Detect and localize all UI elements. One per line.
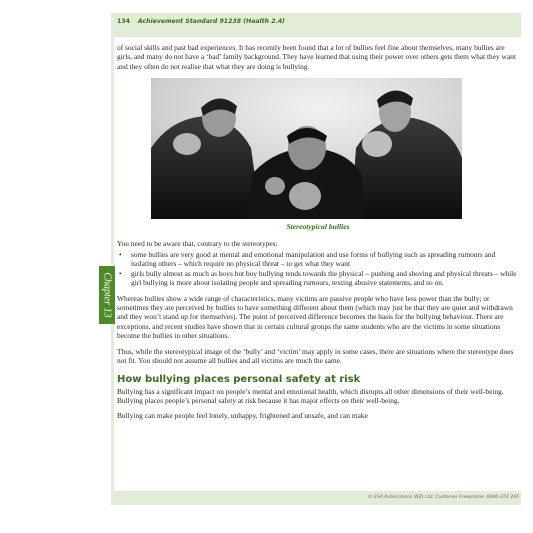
list-item [117, 250, 519, 269]
footer-copyright: © ESA Publications (NZ) Ltd, Customer Freephone: 0800-372 266 [367, 495, 519, 500]
list-item-text: girls bully almost as much as boys but boy bullying tends towards the physical – pushing and shoving and physical threats – while girl bullying is more about isolating people and spreading rumours, texting abusive statements, and so on. [131, 268, 517, 288]
page-body [117, 43, 519, 421]
section-heading: How bullying places personal safety at risk [117, 373, 361, 385]
list-item-text: some bullies are very good at mental and emotional manipulation and use forms of bullying such as spreading rumours and isolating others – which require no physical threat – to get what they want [131, 250, 496, 269]
running-header [117, 18, 285, 25]
stereotype-summary-paragraph: Thus, while the stereotypical image of the ‘bully’ and ‘victim’ may apply in some cases, there are situations where the stereotype does not fit. You should not assume all bullies and all victims are much the same. [117, 346, 514, 366]
impact-paragraph: Bullying has a significant impact on people’s mental and emotional health, which disrupts all other dimensions of their well-being. Bullying places people’s personal safety at risk because it has major effects on their well-being. [117, 386, 504, 405]
aware-paragraph: You need to be aware that, contrary to the stereotypes: [117, 238, 278, 248]
bullet-icon: • [119, 250, 122, 260]
stereotypical-bullies-photo [151, 78, 462, 219]
list-item [117, 269, 519, 288]
photo-caption: Stereotypical bullies [286, 222, 350, 232]
stereotype-bullet-list [117, 250, 519, 288]
intro-paragraph: of social skills and past bad experiences. It has recently been found that a lot of bullies feel fine about themselves, many bullies are girls, and many do not have a ‘bad’ family background. They have learned that using their power over others gets them what they want and they often do not realise that what they are doing is bullying. [117, 43, 516, 71]
page-number: 134 [117, 18, 130, 25]
running-header-title: Achievement Standard 91238 (Health 2.4) [137, 18, 285, 25]
closing-paragraph: Bullying can make people feel lonely, unhappy, frightened and unsafe, and can make [117, 411, 368, 421]
chapter-tab [99, 266, 115, 324]
chapter-tab-label: Chapter 13 [101, 272, 113, 318]
header-bar [111, 13, 521, 37]
bullet-icon: • [119, 268, 122, 278]
victims-paragraph: Whereas bullies show a wide range of characteristics, many victims are passive people who have less power than the bully; or sometimes they are perceived by bullies to have something different about them (which may just be that they are quiet and withdrawn and they won’t stand up for themselves). The point of perceived difference becomes the basis for the bullying behaviour. There are exceptions, and recent studies have shown that in certain cultural groups the same students who are the victims in some situations become the bullies in other situations. [117, 293, 513, 341]
